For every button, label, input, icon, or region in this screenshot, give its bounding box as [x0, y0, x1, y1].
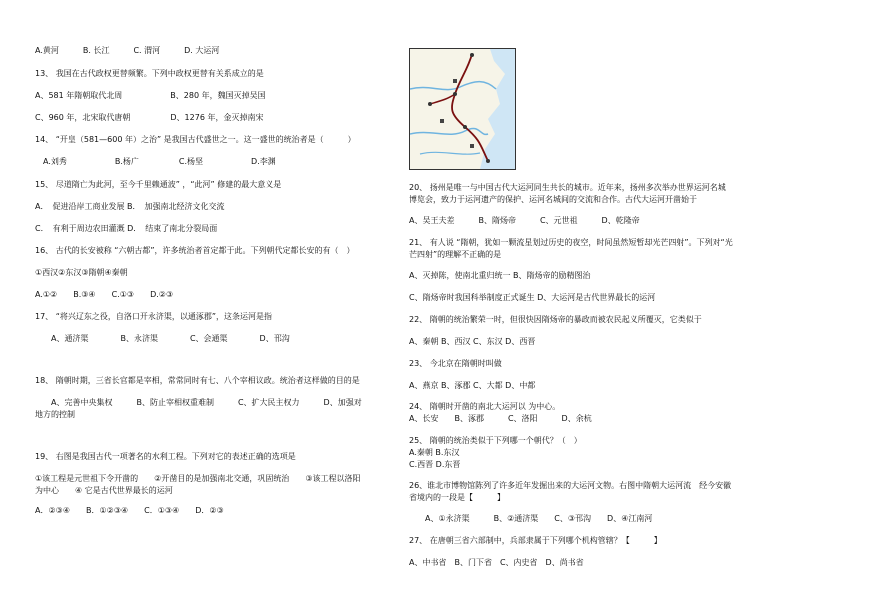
q21-options-cd: C、隋炀帝时我国科举制度正式诞生 D、大运河是古代世界最长的运河	[409, 293, 656, 302]
q18-options: A、完善中央集权 B、防止宰相权重难制 C、扩大民主权力 D、加强对	[35, 398, 362, 407]
q14-stem: 14、 “开皇（581—600 年）之治” 是我国古代盛世之一。这一盛世的统治者是（ ）	[35, 135, 356, 144]
q19-items: ①该工程是元世祖下令开凿的 ②开凿目的是加强南北交通，巩固统治 ③该工程以洛阳	[35, 474, 361, 483]
q22-options: A、秦朝 B、西汉 C、东汉 D、西晋	[409, 337, 536, 346]
q20-stem: 20、 扬州是唯一与中国古代大运河同生共长的城市。近年来，扬州多次举办世界运河名城	[409, 183, 726, 192]
q22-stem: 22、 隋朝的统治繁荣一时，但很快因隋炀帝的暴政而被农民起义所覆灭，它类似于	[409, 315, 702, 324]
q18-options-cont: 地方的控制	[35, 410, 75, 419]
q15-options-ab: A． 促进沿岸工商业发展 B． 加强南北经济文化交流	[35, 202, 225, 211]
q27-stem: 27、 在唐朝三省六部制中，兵部隶属于下列哪个机构管辖？【 】	[409, 536, 662, 545]
q13-options-cd: C、960 年，北宋取代唐朝 D、1276 年，金灭掉南宋	[35, 113, 264, 122]
q13-stem: 13、 我国在古代政权更替频繁。下列中政权更替有关系成立的是	[35, 69, 264, 78]
q26-stem-cont: 省境内的一段是【 】	[409, 493, 505, 502]
q19-items-cont: 为中心 ④ 它是古代世界最长的运河	[35, 486, 173, 495]
q15-stem: 15、 尽道隋亡为此河，至今千里赖通波” ，“此河” 修建的最大意义是	[35, 180, 282, 189]
grand-canal-map	[409, 48, 516, 170]
q18-stem: 18、 隋朝时期，三省长官都是宰相，常常同时有七、八个宰相议政。统治者这样做的目的是	[35, 376, 360, 385]
q16-stem: 16、 古代的长安被称 “六朝古都”，许多统治者首定都于此。下列朝代定都长安的有（ ）	[35, 246, 355, 255]
q16-items: ①西汉②东汉③隋朝④秦朝	[35, 268, 128, 277]
q25-options-ab: A.秦朝 B.东汉	[409, 448, 460, 457]
q24-options: A、长安 B、涿郡 C、洛阳 D、余杭	[409, 414, 592, 423]
q23-options: A、燕京 B、涿郡 C、大都 D、中都	[409, 381, 536, 390]
q20-options: A、吴王夫差 B、隋炀帝 C、元世祖 D、乾隆帝	[409, 216, 640, 225]
q23-stem: 23、 今北京在隋朝时叫做	[409, 359, 502, 368]
q20-stem-cont: 博览会，致力于运河遗产的保护、运河名城间的交流和合作。古代大运河开凿始于	[409, 195, 697, 204]
q25-stem: 25、 隋朝的统治类似于下列哪一个朝代？（ ）	[409, 436, 582, 445]
q19-stem: 19、 右图是我国古代一项著名的水利工程。下列对它的表述正确的选项是	[35, 452, 296, 461]
q27-options: A、中书省 B、门下省 C、内史省 D、尚书省	[409, 558, 584, 567]
q24-stem: 24、 隋朝时开凿的南北大运河以 为中心。	[409, 402, 561, 411]
map-graphic	[410, 49, 515, 169]
q21-stem: 21、 有人说 “隋朝，犹如一颗流星划过历史的夜空，时间虽然短暂却光芒四射”。下列对“光	[409, 238, 733, 247]
q26-options: A、①永济渠 B、②通济渠 C、③邗沟 D、④江南河	[409, 514, 653, 523]
q25-options-cd: C.西晋 D.东晋	[409, 460, 461, 469]
q17-options: A、通济渠 B、永济渠 C、会通渠 D、邗沟	[35, 334, 290, 343]
q19-options: A．②③④ B．①②③④ C．①③④ D．②③	[35, 506, 224, 515]
q15-options-cd: C． 有利于周边农田灌溉 D． 结束了南北分裂局面	[35, 224, 218, 233]
q13-options-ab: A、581 年隋朝取代北周 B、280 年，魏国灭掉吴国	[35, 91, 266, 100]
q17-stem: 17、 “将兴辽东之役，自洛口开永济渠，以通涿郡”，这条运河是指	[35, 312, 273, 321]
q12-options: A.黄河 B. 长江 C. 渭河 D. 大运河	[35, 46, 220, 55]
q14-options: A.刘秀 B.杨广 C.杨坚 D.李渊	[35, 157, 276, 166]
q21-options-ab: A、灭掉陈，使南北重归统一 B、隋炀帝的励精图治	[409, 271, 591, 280]
q26-stem: 26、谁北市博物馆陈列了许多近年发掘出来的大运河文物。右图中隋朝大运河流 经今安徽	[409, 481, 732, 490]
q21-stem-cont: 芒四射”的理解不正确的是	[409, 250, 502, 259]
q16-options: A.①② B.③④ C.①③ D.②③	[35, 290, 174, 299]
